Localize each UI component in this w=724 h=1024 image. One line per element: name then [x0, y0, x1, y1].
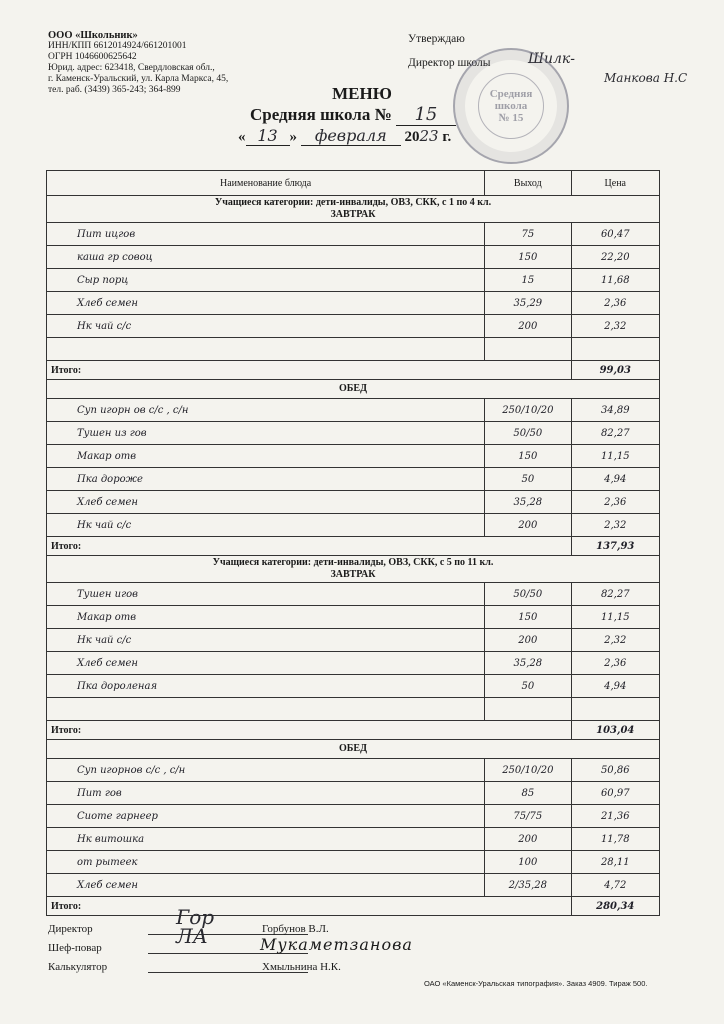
table-row [47, 675, 660, 698]
dish-price: 50,86 [571, 759, 659, 782]
date-year-prefix: 20 [404, 129, 420, 145]
dish-name: Суп игорн ов с/с , с/н [47, 399, 485, 422]
dish-price: 11,15 [571, 606, 659, 629]
stamp-line-1: Средняя [489, 88, 533, 100]
dish-output: 2/35,28 [485, 874, 571, 897]
dish-name: каша гр совоц [47, 246, 485, 269]
dish-name: Нк чай с/с [47, 629, 485, 652]
dish-output [485, 338, 571, 361]
table-row [47, 445, 660, 468]
table-row [47, 874, 660, 897]
school-prefix: Средняя школа № [250, 105, 392, 124]
section-1-rows [47, 223, 660, 361]
dish-price: 2,36 [571, 491, 659, 514]
table-row [47, 292, 660, 315]
dish-name: Пка дороленая [47, 675, 485, 698]
dish-price: 22,20 [571, 246, 659, 269]
dish-output: 35,28 [485, 652, 571, 675]
total-value: 137,93 [571, 537, 659, 556]
dish-name: Нк чай с/с [47, 514, 485, 537]
table-row [47, 759, 660, 782]
dish-name: Тушен из гов [47, 422, 485, 445]
dish-price: 21,36 [571, 805, 659, 828]
total-value: 280,34 [571, 897, 659, 916]
table-header [47, 171, 660, 196]
dish-name [47, 338, 485, 361]
dish-price: 4,72 [571, 874, 659, 897]
table-row [47, 399, 660, 422]
table-row [47, 223, 660, 246]
dish-price: 2,32 [571, 629, 659, 652]
org-ogrn: ОГРН 1046600625642 [48, 52, 137, 62]
dish-name: Сиоте гарнеер [47, 805, 485, 828]
dish-name: Тушен игов [47, 583, 485, 606]
table-row [47, 652, 660, 675]
table-row [47, 315, 660, 338]
dish-output: 50/50 [485, 422, 571, 445]
total-row [47, 721, 660, 740]
section-meal: ЗАВТРАК [330, 209, 376, 220]
section-3-rows [47, 583, 660, 721]
dish-price: 2,36 [571, 292, 659, 315]
dish-price: 2,36 [571, 652, 659, 675]
total-row [47, 537, 660, 556]
date-month: февраля [301, 126, 401, 146]
header-name: Наименование блюда [47, 171, 485, 196]
menu-title: МЕНЮ [332, 84, 392, 103]
section-header [47, 196, 660, 223]
dish-price [571, 698, 659, 721]
dish-price: 82,27 [571, 583, 659, 606]
table-row [47, 805, 660, 828]
header-price: Цена [571, 171, 659, 196]
dish-output: 150 [485, 606, 571, 629]
table-row [47, 269, 660, 292]
director-name: Горбунов В.Л. [262, 923, 329, 935]
table-row [47, 514, 660, 537]
section-2-rows [47, 399, 660, 537]
director-school-label: Директор школы [408, 57, 491, 69]
section-meal: ОБЕД [47, 380, 660, 399]
director-sig: Гор [176, 905, 215, 929]
date-day: 13 [246, 126, 290, 146]
school-title [250, 104, 456, 126]
dish-price: 2,32 [571, 315, 659, 338]
table-row [47, 583, 660, 606]
dish-output: 50 [485, 468, 571, 491]
dish-output: 200 [485, 514, 571, 537]
date-year-suffix: 23 [419, 127, 439, 145]
table-row [47, 246, 660, 269]
dish-name: от рытеек [47, 851, 485, 874]
table-row [47, 782, 660, 805]
chef-role: Шеф-повар [48, 942, 102, 954]
dish-output: 150 [485, 445, 571, 468]
total-value: 99,03 [571, 361, 659, 380]
section-meal: ЗАВТРАК [330, 569, 376, 580]
dish-name: Хлеб семен [47, 491, 485, 514]
dish-name: Макар отв [47, 445, 485, 468]
dish-name: Пка дороже [47, 468, 485, 491]
dish-output: 75 [485, 223, 571, 246]
dish-output: 250/10/20 [485, 399, 571, 422]
dish-output: 200 [485, 315, 571, 338]
dish-price: 82,27 [571, 422, 659, 445]
dish-name: Макар отв [47, 606, 485, 629]
section-header [47, 380, 660, 399]
section-4-rows [47, 759, 660, 897]
calc-name: Хмыльнина Н.К. [262, 961, 341, 973]
director-role: Директор [48, 923, 93, 935]
table-row [47, 468, 660, 491]
approval-block [408, 33, 688, 85]
org-address-1: Юрид. адрес: 623418, Свердловская обл., [48, 63, 215, 73]
dish-price: 4,94 [571, 675, 659, 698]
total-label: Итого: [47, 897, 572, 916]
approval-label: Утверждаю [408, 33, 465, 45]
dish-output: 15 [485, 269, 571, 292]
dish-output: 200 [485, 629, 571, 652]
dish-price: 11,68 [571, 269, 659, 292]
table-row [47, 851, 660, 874]
table-row [47, 338, 660, 361]
stamp-line-3: № 15 [498, 112, 524, 124]
chef-name: Мукаметзанова [260, 935, 413, 954]
dish-price: 4,94 [571, 468, 659, 491]
stamp-center [478, 73, 544, 139]
table-row [47, 828, 660, 851]
dish-price: 60,97 [571, 782, 659, 805]
table-row [47, 606, 660, 629]
dish-name: Пит ицгов [47, 223, 485, 246]
org-inn: ИНН/КПП 6612014924/661201001 [48, 41, 187, 51]
dish-output: 250/10/20 [485, 759, 571, 782]
section-category: Учащиеся категории: дети-инвалиды, ОВЗ, СКК, с 1 по 4 кл. [214, 197, 492, 208]
org-address-2: г. Каменск-Уральский, ул. Карла Маркса, 45, [48, 74, 229, 84]
calc-role: Калькулятор [48, 961, 108, 973]
school-number: 15 [396, 104, 456, 126]
director-signature: Шилк- [528, 51, 575, 67]
dish-name: Хлеб семен [47, 652, 485, 675]
dish-price: 2,32 [571, 514, 659, 537]
stamp-line-2: школа [494, 100, 528, 112]
dish-price: 60,47 [571, 223, 659, 246]
dish-name: Суп игорнов с/с , с/н [47, 759, 485, 782]
dish-output: 200 [485, 828, 571, 851]
date-year-end: г. [442, 129, 452, 145]
table-row [47, 629, 660, 652]
org-name: ООО «Школьник» [48, 30, 138, 41]
dish-output: 150 [485, 246, 571, 269]
table-row [47, 491, 660, 514]
dish-price [571, 338, 659, 361]
dish-name: Хлеб семен [47, 874, 485, 897]
total-label: Итого: [47, 537, 572, 556]
section-category: Учащиеся категории: дети-инвалиды, ОВЗ, СКК, с 5 по 11 кл. [212, 557, 494, 568]
total-label: Итого: [47, 361, 572, 380]
total-label: Итого: [47, 721, 572, 740]
table-row [47, 698, 660, 721]
chef-sig: ЛА [176, 924, 208, 948]
dish-name: Нк чай с/с [47, 315, 485, 338]
menu-table [46, 170, 660, 916]
dish-name: Хлеб семен [47, 292, 485, 315]
section-meal: ОБЕД [47, 740, 660, 759]
section-header [47, 740, 660, 759]
calc-row [48, 958, 488, 977]
dish-output: 35,28 [485, 491, 571, 514]
org-phone: тел. раб. (3439) 365-243; 364-899 [48, 85, 181, 95]
dish-output: 50/50 [485, 583, 571, 606]
dish-output: 50 [485, 675, 571, 698]
dish-name [47, 698, 485, 721]
total-row [47, 897, 660, 916]
dish-price: 11,78 [571, 828, 659, 851]
dish-output: 75/75 [485, 805, 571, 828]
dish-name: Сыр порц [47, 269, 485, 292]
dish-name: Нк витошка [47, 828, 485, 851]
dish-name: Пит гов [47, 782, 485, 805]
dish-output: 85 [485, 782, 571, 805]
dish-output [485, 698, 571, 721]
section-header [47, 556, 660, 583]
director-school-name: Манкова Н.С [604, 71, 688, 85]
header-output: Выход [485, 171, 571, 196]
dish-price: 11,15 [571, 445, 659, 468]
school-stamp [453, 48, 569, 164]
printing-info: ОАО «Каменск-Уральская типография». Заказ 4909. Тираж 500. [424, 979, 648, 988]
table-row [47, 422, 660, 445]
total-row [47, 361, 660, 380]
total-value: 103,04 [571, 721, 659, 740]
dish-output: 100 [485, 851, 571, 874]
date-line: « 13 » февраля 2023 г. [238, 126, 452, 145]
dish-output: 35,29 [485, 292, 571, 315]
dish-price: 28,11 [571, 851, 659, 874]
dish-price: 34,89 [571, 399, 659, 422]
